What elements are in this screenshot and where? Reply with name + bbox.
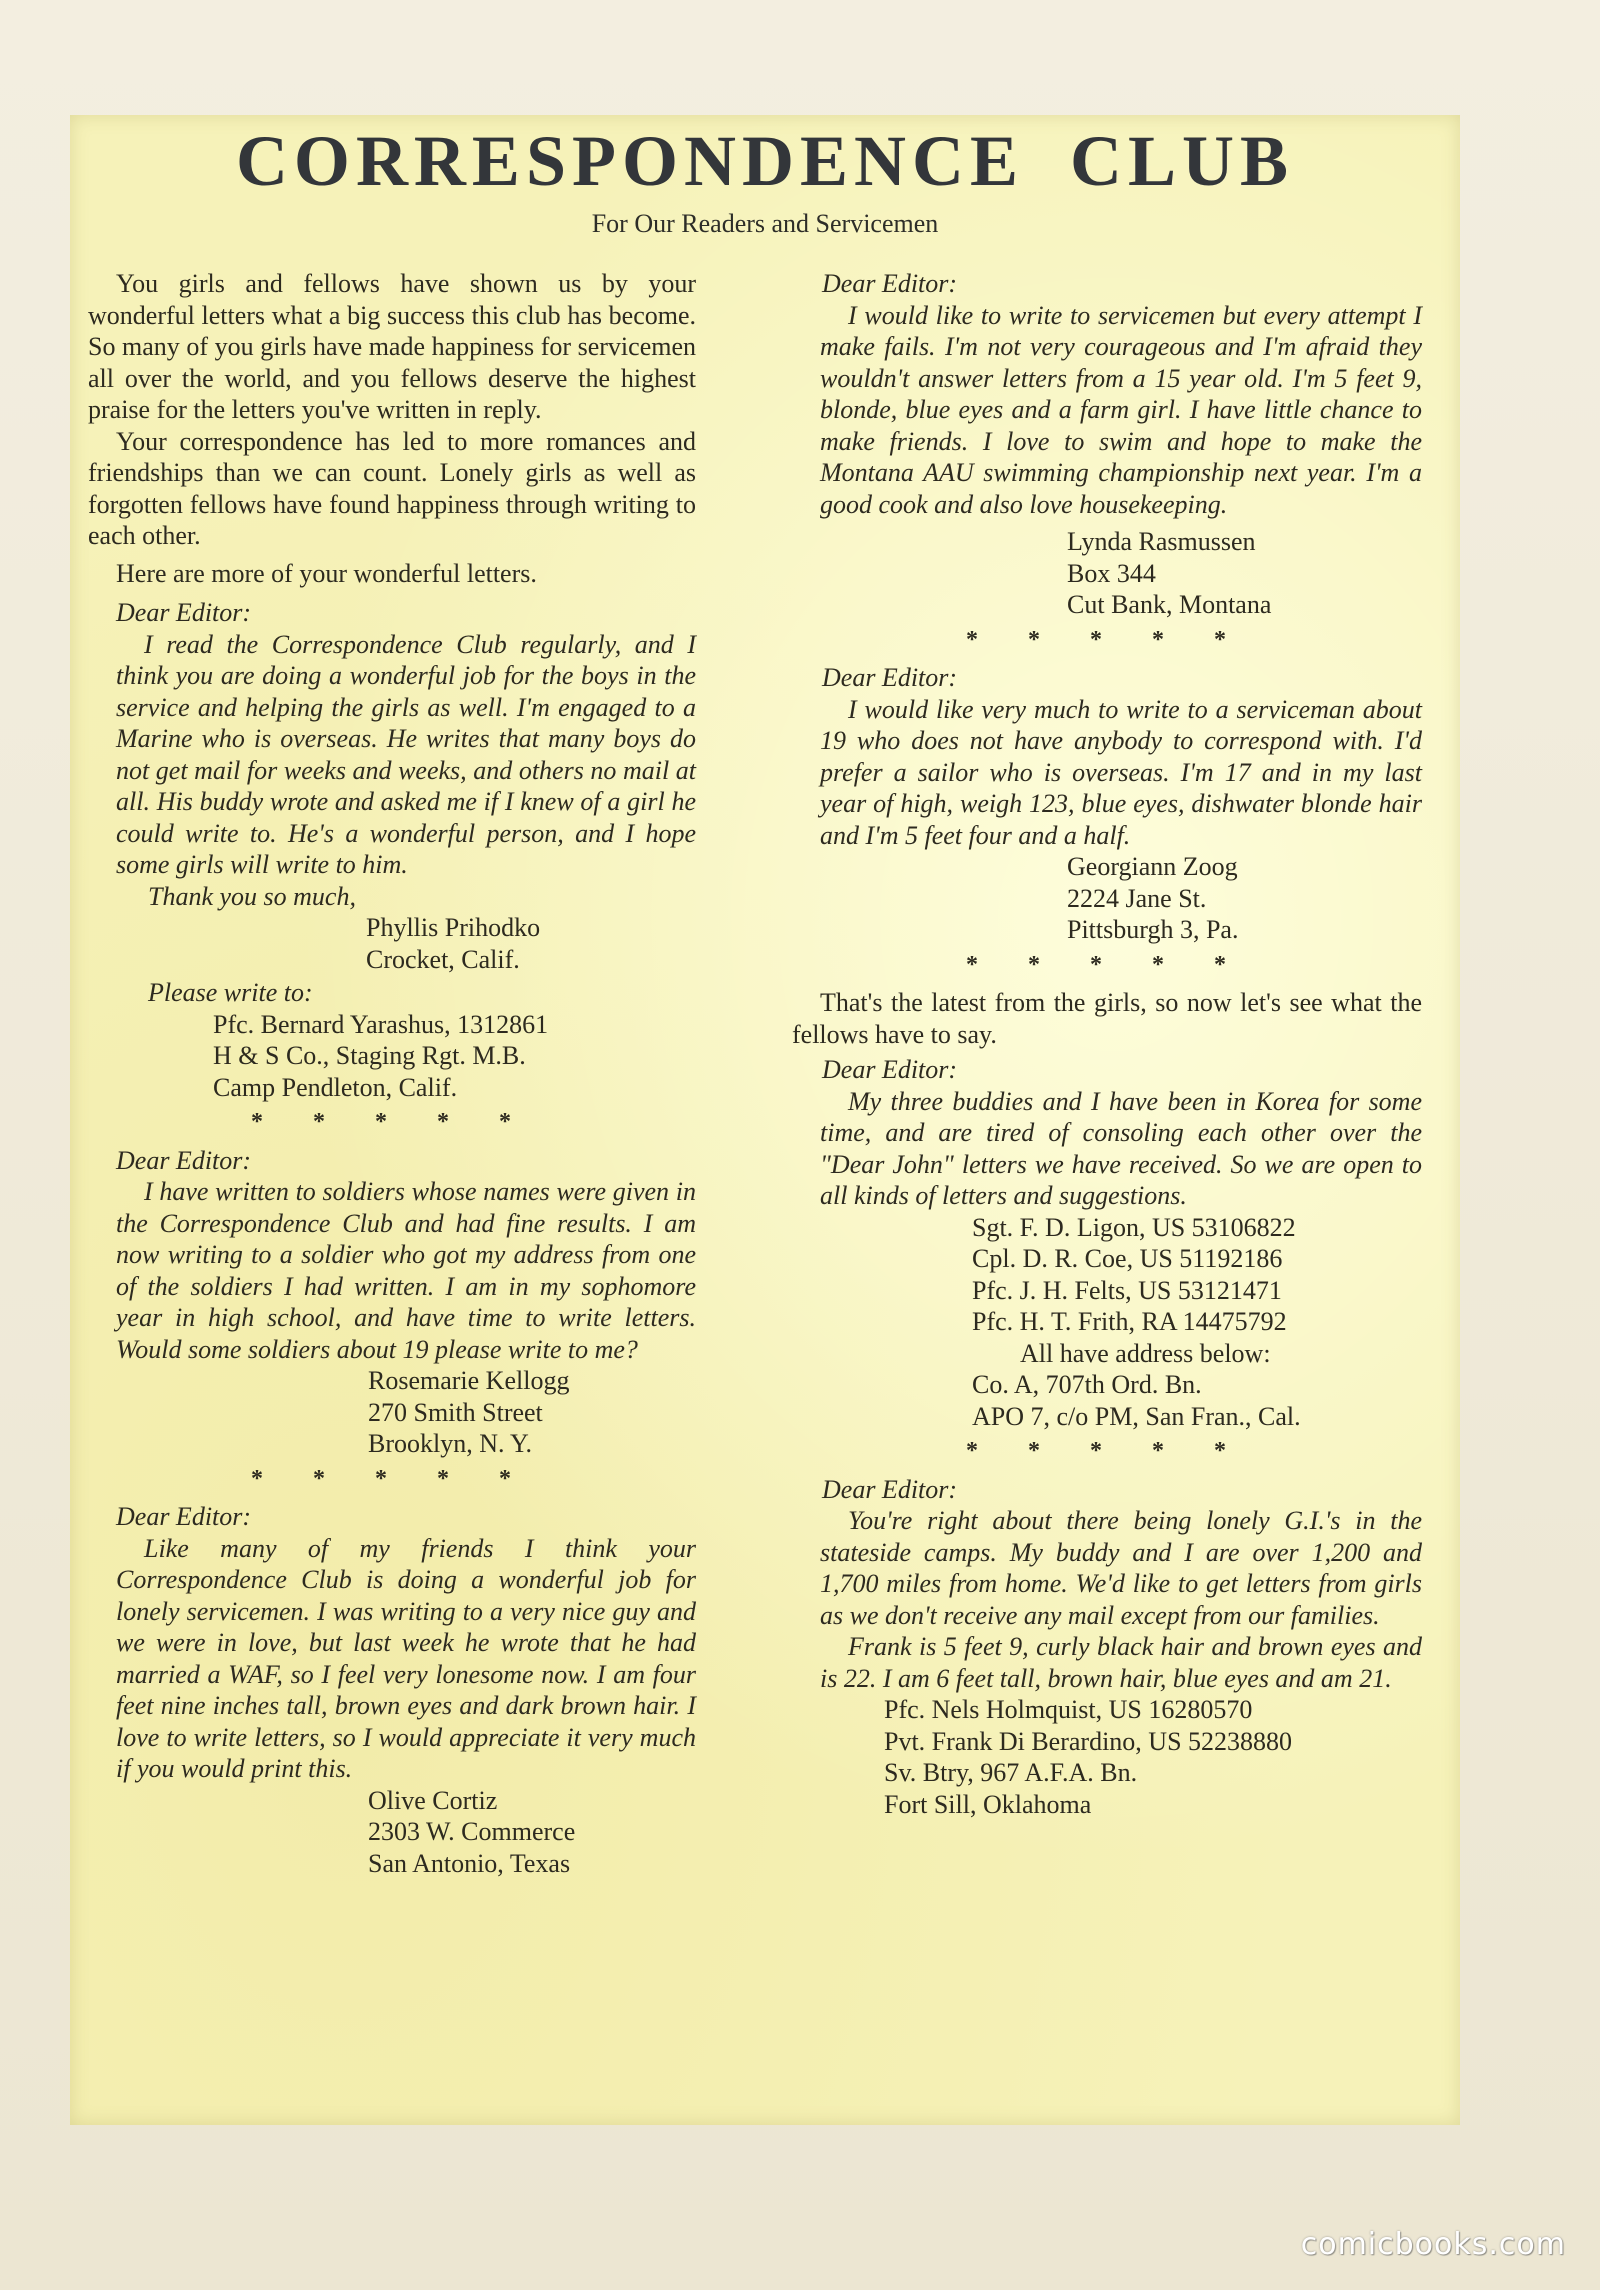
address-line: Pfc. Bernard Yarashus, 1312861 [213, 1009, 549, 1039]
separator-stars: * * * * * [251, 1109, 533, 1135]
intro-paragraph: Your correspondence has led to more romances and friendships than we can count. Lonely girls as well as forgotten fellows have found happiness through writing to each other. [88, 426, 696, 550]
intro-paragraph: Here are more of your wonderful letters. [116, 558, 537, 588]
address-line: H & S Co., Staging Rgt. M.B. [213, 1041, 526, 1070]
letter-salutation: Dear Editor: [116, 1145, 252, 1175]
signature-line: Box 344 [1067, 558, 1156, 588]
letter-signature [972, 1212, 1422, 1433]
letter-closing: Thank you so much, [148, 881, 356, 911]
transition-text: That's the latest from the girls, so now let's see what the fellows have to say. [792, 988, 1422, 1049]
forward-label: Please write to: [148, 978, 313, 1007]
signature-line: Pfc. H. T. Frith, RA 14475792 [972, 1307, 1287, 1336]
separator-stars: * * * * * [966, 1438, 1248, 1464]
letter-salutation: Dear Editor: [116, 598, 252, 627]
page-title: CORRESPONDENCE CLUB [235, 121, 1295, 201]
letter-olive [88, 1501, 696, 1879]
separator-stars: * * * * * [251, 1465, 533, 1492]
signature-line: APO 7, c/o PM, San Fran., Cal. [972, 1401, 1301, 1431]
signature-line: Olive Cortiz [368, 1785, 498, 1815]
letter-body: I would like to write to servicemen but every attempt I make fails. I'm not very courageous and I'm afraid they wouldn't answer letters from a 15 year old. I'm 5 feet 9, blonde, blue eyes and a farm girl. I have little chance to make friends. I love to swim and hope to make the Montana AAU swimming championship next year. I'm a good cook and also love housekeeping. [820, 300, 1422, 519]
letter-lynda [792, 268, 1422, 621]
signature-line: Cut Bank, Montana [1067, 590, 1272, 619]
masthead [70, 122, 1460, 239]
separator-stars: * * * * * [966, 626, 1248, 653]
signature-line: Sv. Btry, 967 A.F.A. Bn. [884, 1758, 1138, 1787]
signature-line: Fort Sill, Oklahoma [884, 1789, 1092, 1819]
letter-body: Like many of my friends I think your Correspondence Club is doing a wonderful job for lonely servicemen. I was writing to a very nice guy and we were in love, but last week he wrote that he had married a WAF, so I feel very lonesome now. I am four feet nine inches tall, brown eyes and dark brown hair. I love to write letters, so I would appreciate it very much if you would print this. [116, 1533, 696, 1783]
letter-body: Frank is 5 feet 9, curly black hair and brown eyes and is 22. I am 6 feet tall, brown hair, blue eyes and am 21. [820, 1632, 1422, 1693]
signature-line: Pfc. J. H. Felts, US 53121471 [972, 1275, 1282, 1305]
signature-line: Pvt. Frank Di Berardino, US 52238880 [884, 1726, 1293, 1756]
signature-line: Brooklyn, N. Y. [368, 1429, 532, 1458]
signature-line: Crocket, Calif. [366, 944, 520, 974]
letter-body: I have written to soldiers whose names were given in the Correspondence Club and had fine results. I am now writing to a soldier who got my address from one of the soldiers I had written. I am in my sophomore year in high school, and have time to write letters. Would some soldiers about 19 please write to me? [116, 1177, 696, 1364]
letter-salutation: Dear Editor: [822, 269, 958, 298]
letter-signature [1067, 526, 1422, 621]
letter-signature [884, 1694, 1422, 1820]
letter-salutation: Dear Editor: [822, 663, 958, 692]
signature-line: 2303 W. Commerce [368, 1817, 576, 1846]
intro-paragraph: You girls and fellows have shown us by your wonderful letters what a big success this club has become. So many of you girls have made happiness for servicemen all over the world, and you fellows deserve the highest praise for the letters you've written in reply. [88, 269, 696, 424]
letter-body: You're right about there being lonely G.I.'s in the stateside camps. My buddy and I are over 1,200 and 1,700 miles from home. We'd like to get letters from girls as we don't receive any mail except from our families. [820, 1506, 1422, 1630]
signature-line: 270 Smith Street [368, 1397, 543, 1427]
letter-georgiann [792, 662, 1422, 946]
forward-address [213, 1009, 696, 1104]
letter-phyllis [88, 597, 696, 1103]
letter-signature [1067, 851, 1422, 946]
signature-line: Co. A, 707th Ord. Bn. [972, 1370, 1202, 1399]
letter-signature [368, 1785, 696, 1880]
letter-salutation: Dear Editor: [116, 1502, 252, 1531]
signature-line: San Antonio, Texas [368, 1848, 571, 1878]
site-watermark: comicbooks.com [1300, 2227, 1566, 2262]
letter-rosemarie [88, 1145, 696, 1460]
letter-salutation: Dear Editor: [822, 1055, 958, 1084]
signature-line: Georgiann Zoog [1067, 852, 1238, 881]
letter-salutation: Dear Editor: [822, 1474, 958, 1504]
signature-line: Rosemarie Kellogg [368, 1366, 570, 1395]
signature-line: All have address below: [1020, 1338, 1271, 1368]
signature-line: Sgt. F. D. Ligon, US 53106822 [972, 1212, 1296, 1242]
signature-line: Cpl. D. R. Coe, US 51192186 [972, 1244, 1283, 1273]
letter-body: My three buddies and I have been in Korea for some time, and are tired of consoling each other over the "Dear John" letters we have received. So we are open to all kinds of letters and suggestions. [820, 1086, 1422, 1210]
letter-body: I read the Correspondence Club regularly, and I think you are doing a wonderful job for the boys in the service and helping the girls as well. I'm engaged to a Marine who is overseas. He writes that many boys do not get mail for weeks and weeks, and others no mail at all. His buddy wrote and asked me if I knew of a girl he could write to. He's a wonderful person, and I hope some girls will write to him. [116, 629, 696, 879]
address-line: Camp Pendleton, Calif. [213, 1072, 458, 1102]
letter-fort-sill [792, 1474, 1422, 1821]
signature-line: Phyllis Prihodko [366, 913, 541, 942]
right-column [792, 268, 1422, 1820]
signature-line: Pfc. Nels Holmquist, US 16280570 [884, 1695, 1253, 1724]
left-column [88, 268, 696, 1879]
letter-signature [368, 1365, 696, 1460]
separator-stars: * * * * * [966, 951, 1248, 978]
signature-line: Pittsburgh 3, Pa. [1067, 915, 1239, 944]
letter-body: I would like very much to write to a serviceman about 19 who does not have anybody to correspond with. I'd prefer a sailor who is overseas. I'm 17 and in my last year of high, weigh 123, blue eyes, dishwater blonde hair and I'm 5 feet four and a half. [820, 694, 1422, 850]
signature-line: 2224 Jane St. [1067, 883, 1207, 913]
page-subtitle: For Our Readers and Servicemen [591, 209, 939, 239]
letter-korea-buddies [792, 1054, 1422, 1432]
letter-signature [366, 912, 696, 975]
signature-line: Lynda Rasmussen [1067, 527, 1256, 556]
